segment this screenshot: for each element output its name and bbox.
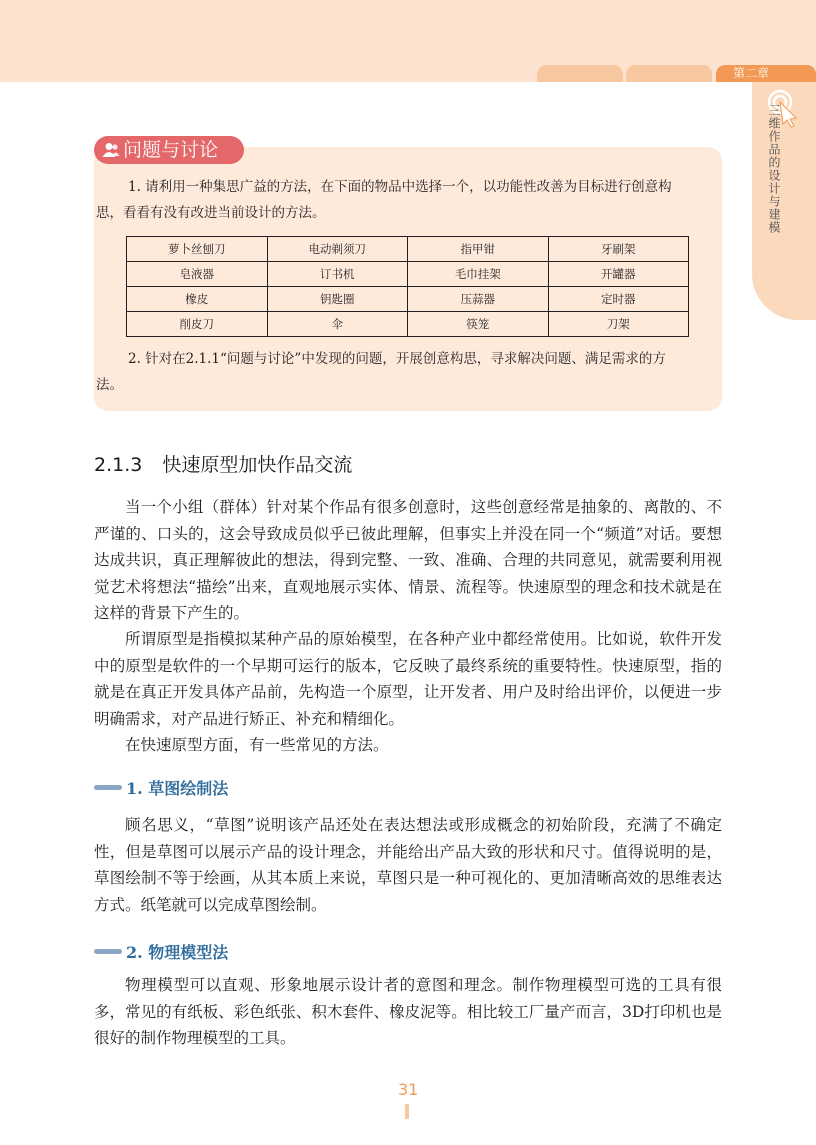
page-number: 31	[398, 1080, 419, 1099]
page-tick	[405, 1104, 409, 1119]
table-row	[127, 312, 689, 337]
method-paragraph-1: 顾名思义，“草图”说明该产品还处在表达想法或形成概念的初始阶段，充满了不确定性，但是草图可以展示产品的设计理念，并能给出产品大致的形状和尺寸。值得说明的是，草图绘制不等于绘画，从其本质上来说，草图只是一种可视化的、更加清晰高效的思维表达方式。纸笔就可以完成草图绘制。	[94, 816, 722, 914]
section-paragraph-2: 所谓原型是指模拟某种产品的原始模型，在各种产业中都经常使用。比如说，软件开发中的原型是软件的一个早期可运行的版本，它反映了最终系统的重要特性。快速原型，指的就是在真正开发具体产品前，先构造一个原型，让开发者、用户及时给出评价，以便进一步明确需求，对产品进行矫正、补充和精细化。	[94, 630, 722, 728]
heading-bar	[94, 785, 122, 790]
table-cell: 皂液器	[127, 262, 268, 287]
table-cell: 指甲钳	[408, 237, 549, 262]
table-cell: 萝卜丝刨刀	[127, 237, 268, 262]
table-row	[127, 262, 689, 287]
table-cell: 伞	[267, 312, 408, 337]
section-paragraph-3: 在快速原型方面，有一些常见的方法。	[125, 736, 389, 754]
table-cell: 橡皮	[127, 287, 268, 312]
section-title	[94, 450, 352, 477]
method-paragraph-2: 物理模型可以直观、形象地展示设计者的意图和理念。制作物理模型可选的工具有很多，常见的有纸板、彩色纸张、积木套件、橡皮泥等。相比较工厂量产而言，3D打印机也是很好的制作物理模型的工具。	[94, 976, 722, 1047]
table-cell: 钥匙圈	[267, 287, 408, 312]
method-heading-2-text: 2. 物理模型法	[126, 943, 229, 962]
table-row	[127, 237, 689, 262]
table-cell: 压蒜器	[408, 287, 549, 312]
people-icon	[102, 142, 120, 158]
method-heading-1	[94, 776, 228, 799]
table-cell: 削皮刀	[127, 312, 268, 337]
discussion-question-2: 2. 针对在2.1.1“问题与讨论”中发现的问题，开展创意构思，寻求解决问题、满足需求的方法。	[96, 351, 666, 393]
method-heading-2	[94, 940, 228, 963]
table-row	[127, 287, 689, 312]
table-cell: 毛巾挂架	[408, 262, 549, 287]
discussion-header	[94, 136, 244, 164]
section-title-text: 快速原型加快作品交流	[162, 454, 353, 476]
method-heading-1-text: 1. 草图绘制法	[126, 779, 229, 798]
table-cell: 定时器	[548, 287, 689, 312]
table-cell: 订书机	[267, 262, 408, 287]
chapter-tab-active: 第二章	[716, 65, 816, 82]
discussion-title: 问题与讨论	[123, 139, 219, 161]
chapter-tab-inactive-2	[626, 65, 712, 82]
table-cell: 电动剃须刀	[267, 237, 408, 262]
table-cell: 刀架	[548, 312, 689, 337]
section-paragraph-1: 当一个小组（群体）针对某个作品有很多创意时，这些创意经常是抽象的、离散的、不严谨的、口头的，这会导致成员似乎已彼此理解，但事实上并没在同一个“频道”对话。要想达成共识，真正理解彼此的想法，得到完整、一致、准确、合理的共同意见，就需要利用视觉艺术将想法“描绘”出来，直观地展示实体、情景、流程等。快速原型的理念和技术就是在这样的背景下产生的。	[94, 498, 722, 622]
side-chapter-title: 三维作品的设计与建模	[767, 104, 781, 234]
items-table	[126, 236, 689, 337]
discussion-question-1: 1. 请利用一种集思广益的方法，在下面的物品中选择一个，以功能性改善为目标进行创意构思，看看有没有改进当前设计的方法。	[96, 179, 672, 221]
heading-bar	[94, 949, 122, 954]
section-number: 2.1.3	[94, 454, 143, 476]
table-cell: 开罐器	[548, 262, 689, 287]
chapter-tab-inactive-1	[537, 65, 623, 82]
table-cell: 筷笼	[408, 312, 549, 337]
table-cell: 牙刷架	[548, 237, 689, 262]
